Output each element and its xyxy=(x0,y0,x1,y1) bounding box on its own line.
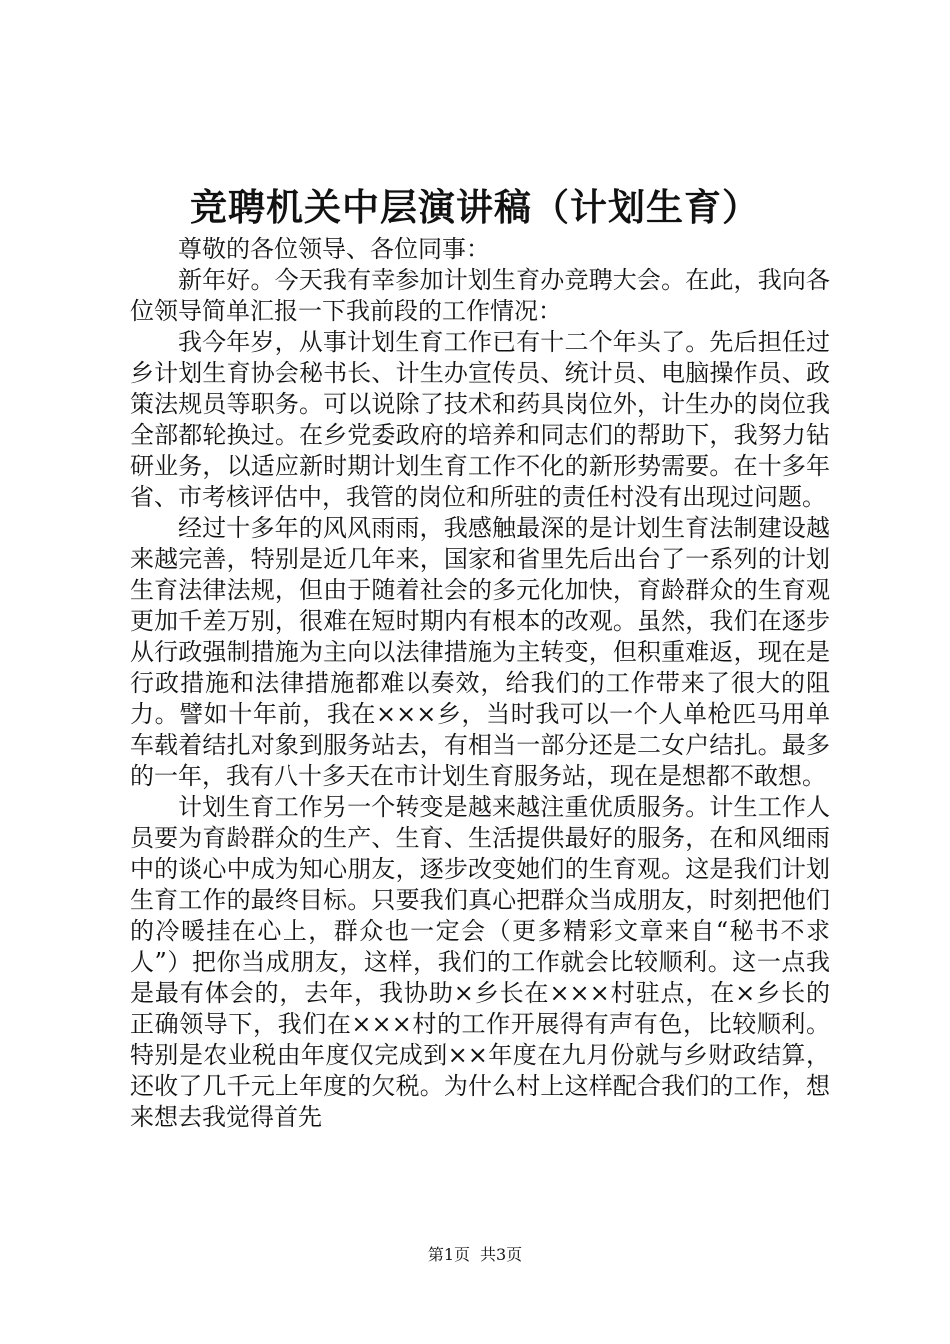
service-change-paragraph: 计划生育工作另一个转变是越来越注重优质服务。计生工作人员要为育龄群众的生产、生育、生活提供最好的服务，在和风细雨中的谈心中成为知心朋友，逐步改变她们的生育观。这是我们计划生育工作的最终目标。只要我们真心把群众当成朋友，时刻把他们的冷暖挂在心上，群众也一定会（更多精彩文章来自“秘书不求人”）把你当成朋友，这样，我们的工作就会比较顺利。这一点我是最有体会的，去年，我协助×乡长在×××村驻点，在×乡长的正确领导下，我们在×××村的工作开展得有声有色，比较顺利。特别是农业税由年度仅完成到××年度在九月份就与乡财政结算，还收了几千元上年度的欠税。为什么村上这样配合我们的工作，想来想去我觉得首先 xyxy=(130,793,830,1131)
document-body xyxy=(130,234,830,1133)
experience-paragraph: 我今年岁，从事计划生育工作已有十二个年头了。先后担任过乡计划生育协会秘书长、计生办宣传员、统计员、电脑操作员、政策法规员等职务。可以说除了技术和药具岗位外，计生办的岗位我全部都轮换过。在乡党委政府的培养和同志们的帮助下，我努力钻研业务，以适应新时期计划生育工作不化的新形势需要。在十多年省、市考核评估中，我管的岗位和所驻的责任村没有出现过问题。 xyxy=(130,328,830,511)
greeting-paragraph: 新年好。今天我有幸参加计划生育办竞聘大会。在此，我向各位领导简单汇报一下我前段的工作情况： xyxy=(130,266,830,325)
legal-change-paragraph: 经过十多年的风风雨雨，我感触最深的是计划生育法制建设越来越完善，特别是近几年来，国家和省里先后出台了一系列的计划生育法律法规，但由于随着社会的多元化加快，育龄群众的生育观更加千差万别，很难在短时期内有根本的改观。虽然，我们在逐步从行政强制措施为主向以法律措施为主转变，但积重难返，现在是行政措施和法律措施都难以奏效，给我们的工作带来了很大的阻力。譬如十年前，我在×××乡，当时我可以一个人单枪匹马用单车载着结扎对象到服务站去，有相当一部分还是二女户结扎。最多的一年，我有八十多天在市计划生育服务站，现在是想都不敢想。 xyxy=(130,514,830,790)
page-total: 共3页 xyxy=(480,1245,523,1264)
page-number: 第1页 xyxy=(427,1245,470,1264)
document-title: 竞聘机关中层演讲稿（计划生育） xyxy=(190,185,760,229)
page-footer xyxy=(0,1244,950,1266)
salutation-paragraph: 尊敬的各位领导、各位同事： xyxy=(178,235,490,263)
